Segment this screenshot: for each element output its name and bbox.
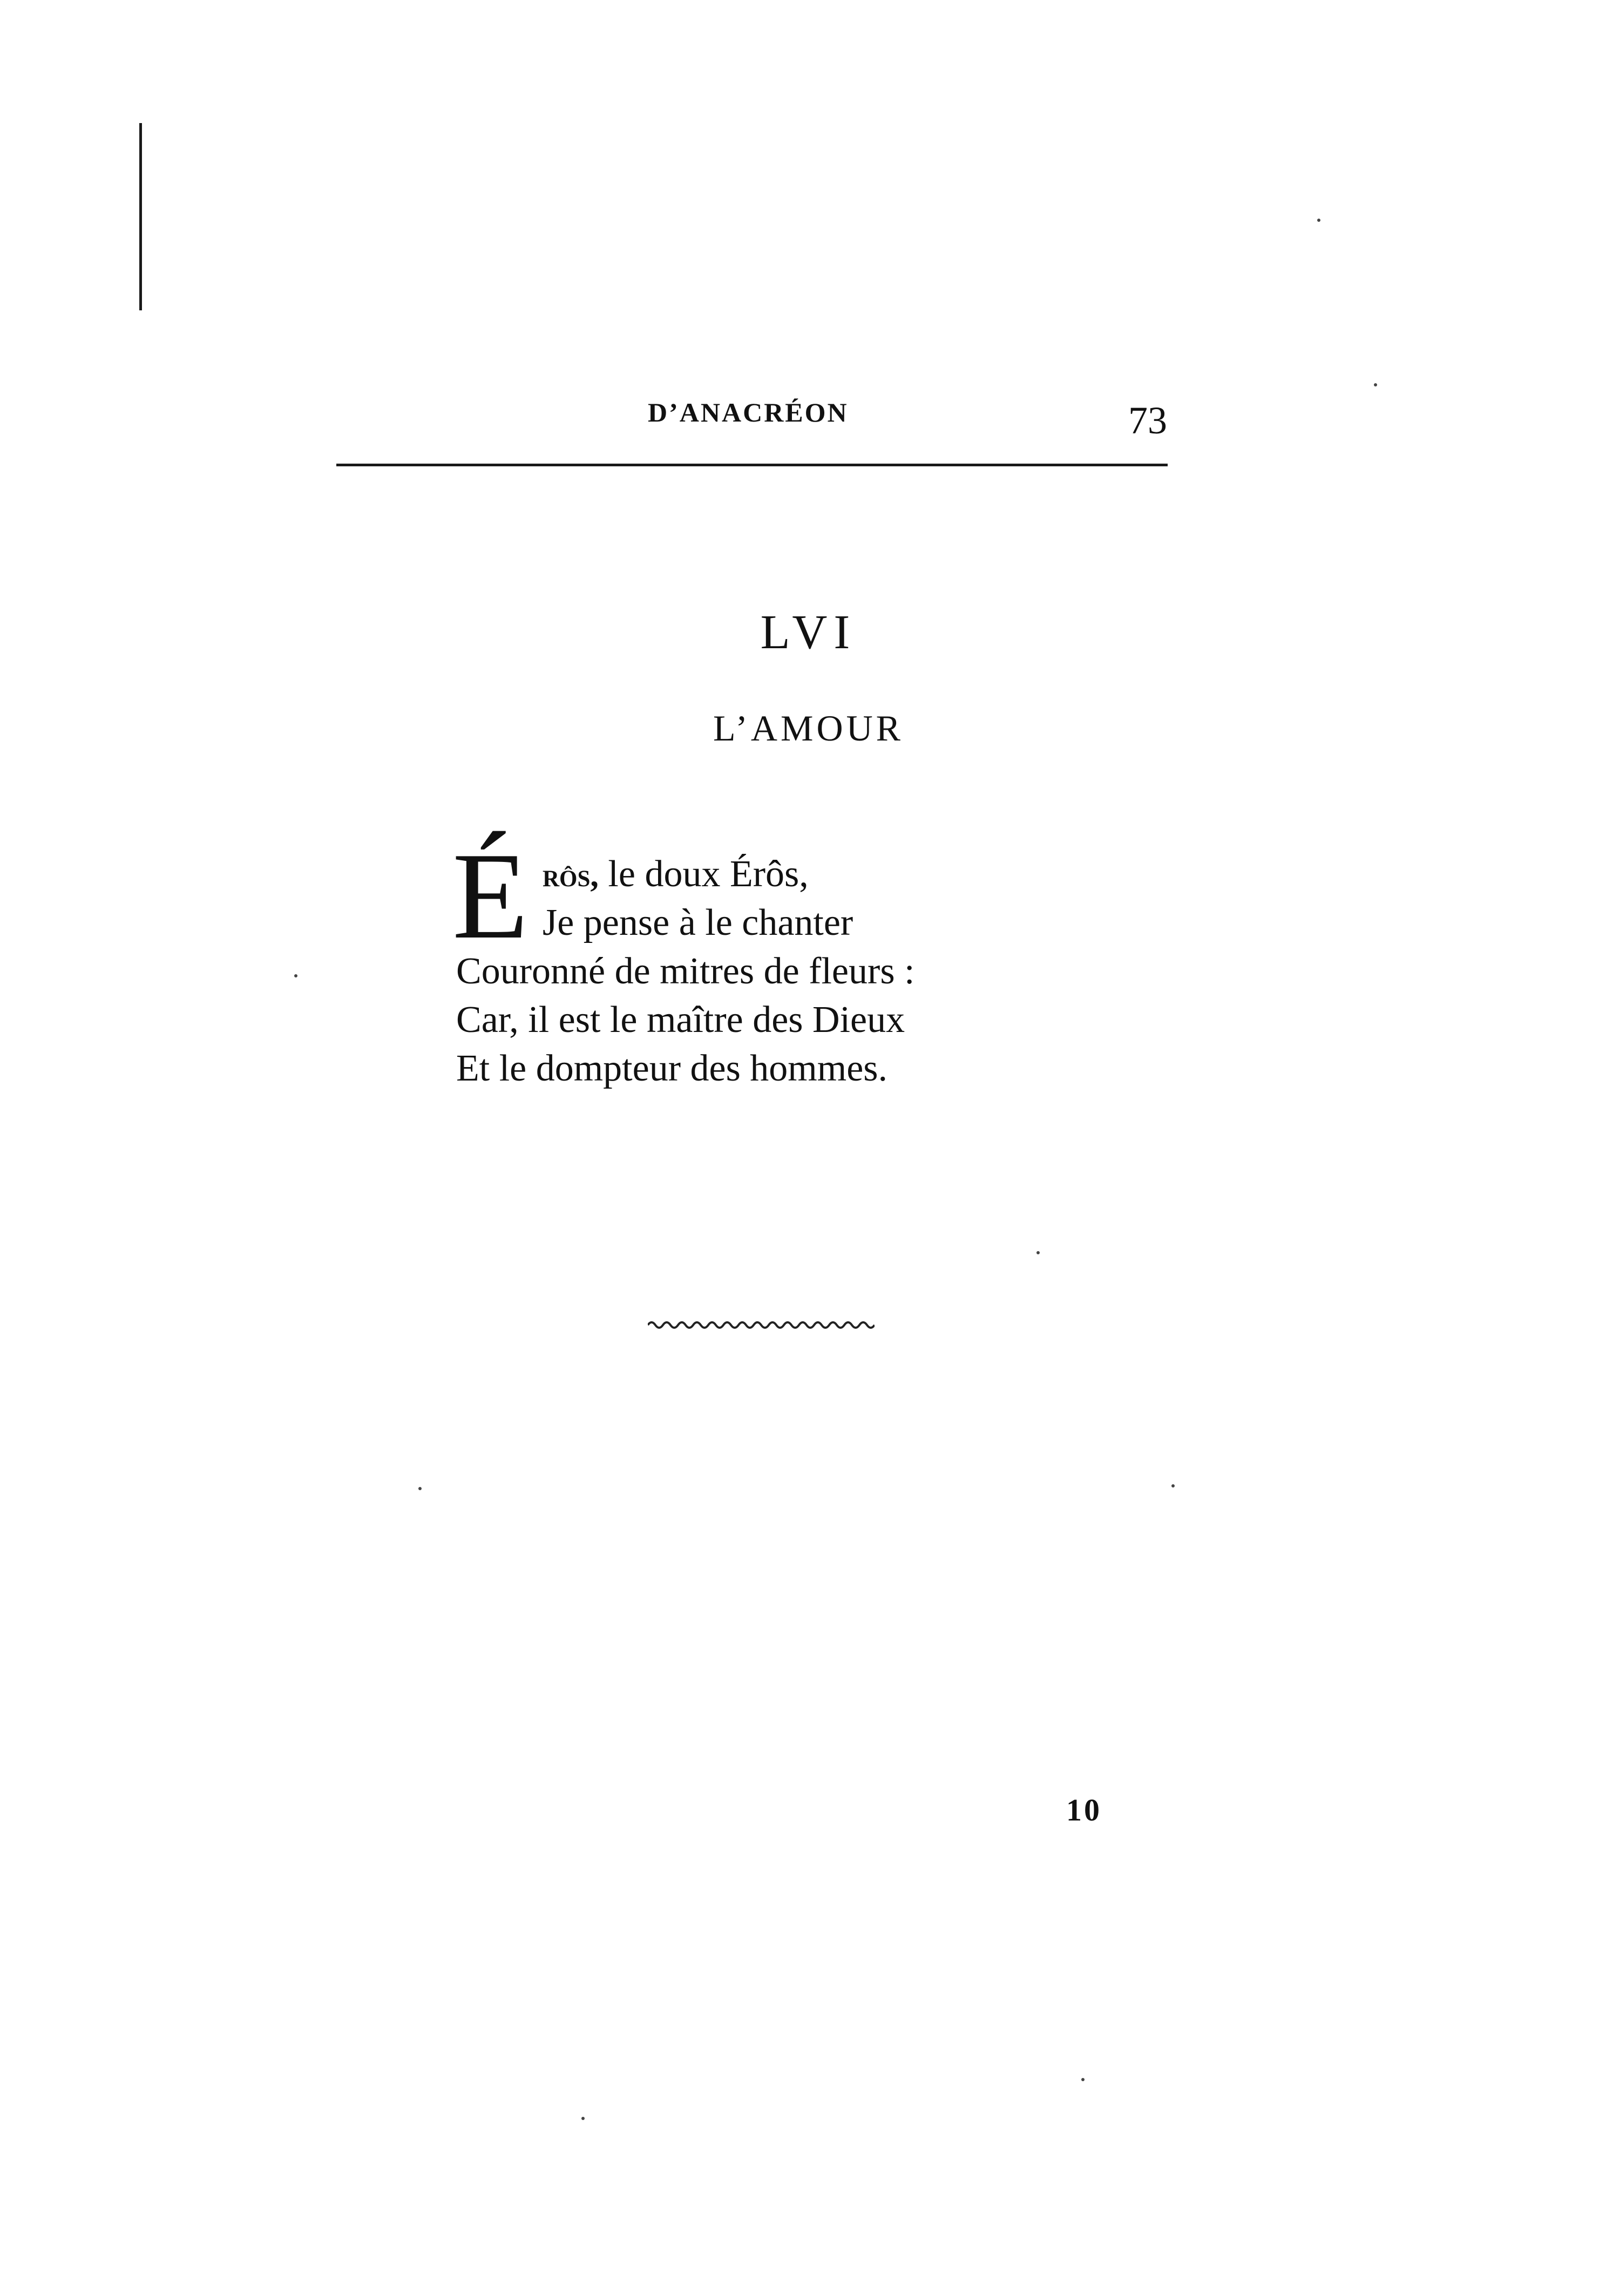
paper-speck: [1171, 1484, 1175, 1487]
paper-speck: [581, 2117, 585, 2120]
paper-speck: [1317, 219, 1320, 222]
paper-speck: [294, 974, 297, 977]
page-number: 73: [1128, 399, 1167, 442]
header-rule: [336, 464, 1168, 466]
verse-line-3: Couronné de mitres de fleurs :: [456, 950, 915, 992]
paper-speck: [1036, 1251, 1040, 1254]
left-margin-rule: [139, 123, 142, 310]
paper-speck: [1081, 2078, 1085, 2081]
signature-mark: 10: [1066, 1792, 1102, 1828]
verse-line-1-smallcaps: rôs,: [543, 857, 599, 894]
verse-line-1: [543, 853, 809, 896]
poem-number: LVI: [760, 606, 857, 659]
paper-speck: [418, 1487, 422, 1490]
verse-line-2: Je pense à le chanter: [543, 902, 853, 943]
verse-line-5: Et le dompteur des hommes.: [456, 1048, 888, 1089]
drop-cap: É: [452, 827, 528, 964]
poem-title: L’AMOUR: [713, 708, 904, 749]
verse-line-1-rest: le doux Érôs,: [598, 853, 809, 895]
paper-speck: [1374, 383, 1377, 386]
running-head: D’ANACRÉON: [648, 397, 849, 427]
wavy-ornament: [648, 1317, 875, 1333]
verse-line-4: Car, il est le maître des Dieux: [456, 999, 905, 1041]
